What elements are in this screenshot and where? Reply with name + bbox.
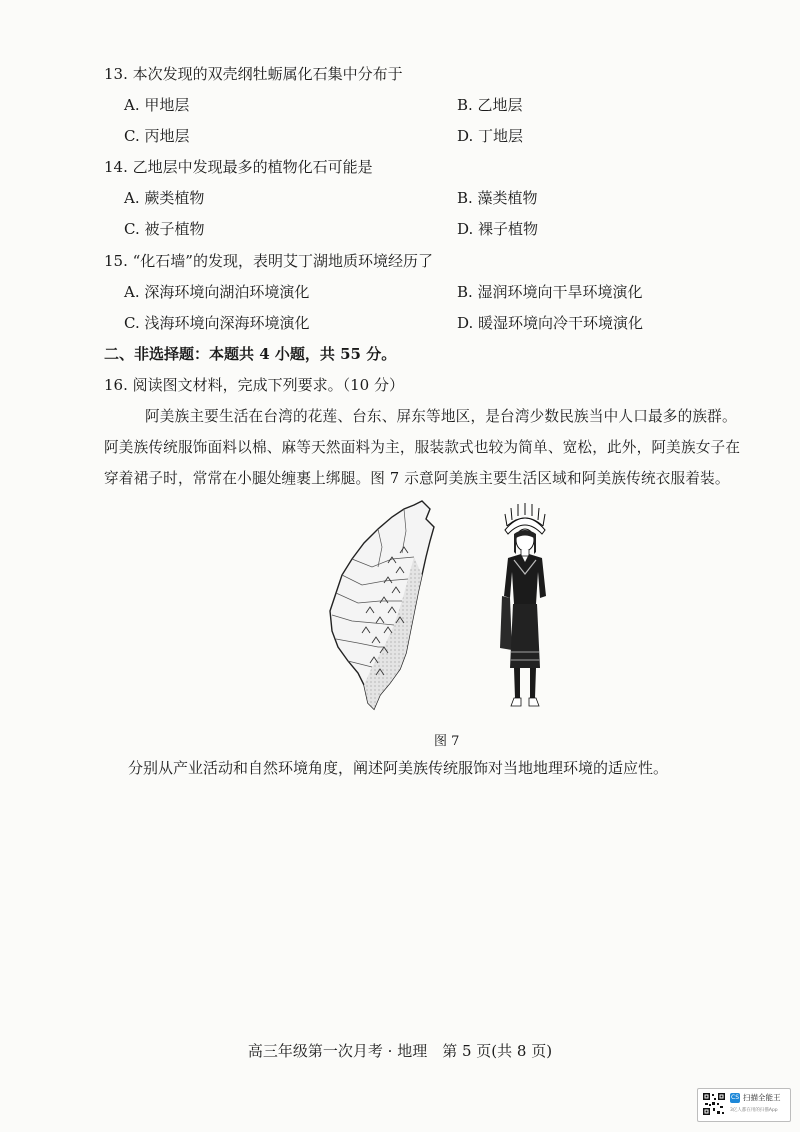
leggings <box>514 668 536 698</box>
material-paragraph-line-1: 阿美族主要生活在台湾的花莲、台东、屏东等地区，是台湾少数民族当中人口最多的族群。 <box>145 408 737 425</box>
question-15-option-b: B. 湿润环境向干旱环境演化 <box>457 283 643 301</box>
scanner-app-subtitle: 3亿人都在用的扫描App <box>730 1108 778 1113</box>
question-13-option-c: C. 丙地层 <box>124 127 190 145</box>
question-15-stem: 15. “化石墙”的发现，表明艾丁湖地质环境经历了 <box>104 252 433 270</box>
question-14-stem: 14. 乙地层中发现最多的植物化石可能是 <box>104 158 373 176</box>
taiwan-map-figure <box>322 497 452 715</box>
question-16-task: 分别从产业活动和自然环境角度，阐述阿美族传统服饰对当地地理环境的适应性。 <box>128 759 669 777</box>
question-14-option-b: B. 藻类植物 <box>457 189 538 207</box>
scanner-app-name: 扫描全能王 <box>743 1093 781 1102</box>
section-heading: 二、非选择题：本题共 4 小题，共 55 分。 <box>104 345 397 363</box>
amis-costume-figure <box>490 500 560 715</box>
page-footer: 高三年级第一次月考 · 地理 第 5 页(共 8 页) <box>247 1042 553 1060</box>
sleeve-cloth <box>500 596 512 650</box>
question-16-stem: 16. 阅读图文材料，完成下列要求。（10 分） <box>104 376 404 394</box>
feet <box>511 698 539 706</box>
material-paragraph-line-3: 穿着裙子时，常常在小腿处缠裹上绑腿。图 7 示意阿美族主要生活区域和阿美族传统衣服着装。 <box>104 470 730 487</box>
question-15-option-a: A. 深海环境向湖泊环境演化 <box>124 283 310 301</box>
neck <box>521 550 529 556</box>
figure-7-caption: 图 7 <box>434 734 460 749</box>
material-paragraph-line-2: 阿美族传统服饰面料以棉、麻等天然面料为主，服装款式也较为简单、宽松，此外，阿美族女子在 <box>104 439 741 456</box>
question-14-option-c: C. 被子植物 <box>124 220 205 238</box>
question-13-stem: 13. 本次发现的双壳纲牡蛎属化石集中分布于 <box>104 65 403 83</box>
question-13-option-a: A. 甲地层 <box>124 96 190 114</box>
question-15-option-c: C. 浅海环境向深海环境演化 <box>124 314 310 332</box>
camscanner-logo-icon: CS <box>731 1094 739 1101</box>
question-13-option-d: D. 丁地层 <box>457 127 524 145</box>
qr-code-icon <box>702 1092 726 1116</box>
skirt <box>510 604 540 668</box>
blouse <box>504 554 546 604</box>
question-14-option-d: D. 裸子植物 <box>457 220 539 238</box>
question-13-option-b: B. 乙地层 <box>457 96 523 114</box>
question-15-option-d: D. 暖湿环境向冷干环境演化 <box>457 314 644 332</box>
question-14-option-a: A. 蕨类植物 <box>124 189 205 207</box>
scanner-app-badge <box>697 1088 791 1122</box>
